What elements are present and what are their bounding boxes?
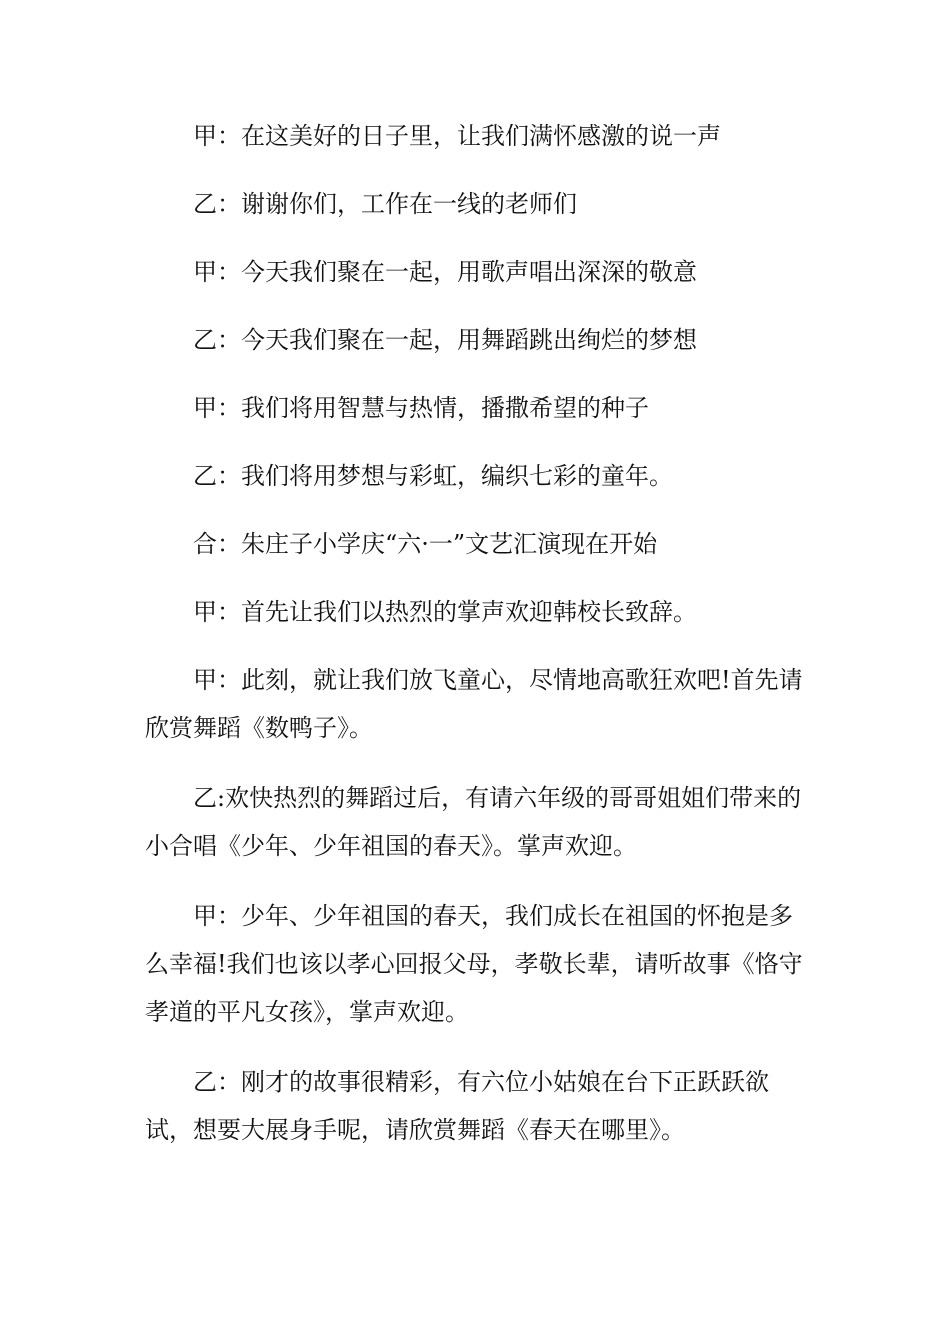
- paragraph: 甲：此刻，就让我们放飞童心，尽情地高歌狂欢吧!首先请欣赏舞蹈《数鸭子》。: [145, 666, 803, 742]
- paragraph: 甲：在这美好的日子里，让我们满怀感激的说一声: [193, 122, 721, 150]
- paragraph: 乙：今天我们聚在一起，用舞蹈跳出绚烂的梦想: [193, 326, 697, 354]
- document-body: [145, 112, 810, 1176]
- paragraph: 甲：少年、少年祖国的春天，我们成长在祖国的怀抱是多么幸福!我们也该以孝心回报父母，孝敬长辈，请听故事《恪守孝道的平凡女孩》，掌声欢迎。: [145, 902, 803, 1026]
- paragraph: 乙：刚才的故事很精彩，有六位小姑娘在台下正跃跃欲试，想要大展身手呢，请欣赏舞蹈《春天在哪里》。: [145, 1068, 769, 1144]
- paragraph: 合：朱庄子小学庆“六·一”文艺汇演现在开始: [193, 530, 658, 558]
- paragraph: 甲：我们将用智慧与热情，播撒希望的种子: [193, 394, 649, 422]
- paragraph: 乙：我们将用梦想与彩虹，编织七彩的童年。: [193, 462, 673, 490]
- paragraph: 甲：今天我们聚在一起，用歌声唱出深深的敬意: [193, 258, 697, 286]
- paragraph: 甲：首先让我们以热烈的掌声欢迎韩校长致辞。: [193, 598, 697, 626]
- paragraph: 乙：谢谢你们，工作在一线的老师们: [193, 190, 577, 218]
- paragraph: 乙:欢快热烈的舞蹈过后，有请六年级的哥哥姐姐们带来的小合唱《少年、少年祖国的春天》。掌声欢迎。: [145, 784, 802, 860]
